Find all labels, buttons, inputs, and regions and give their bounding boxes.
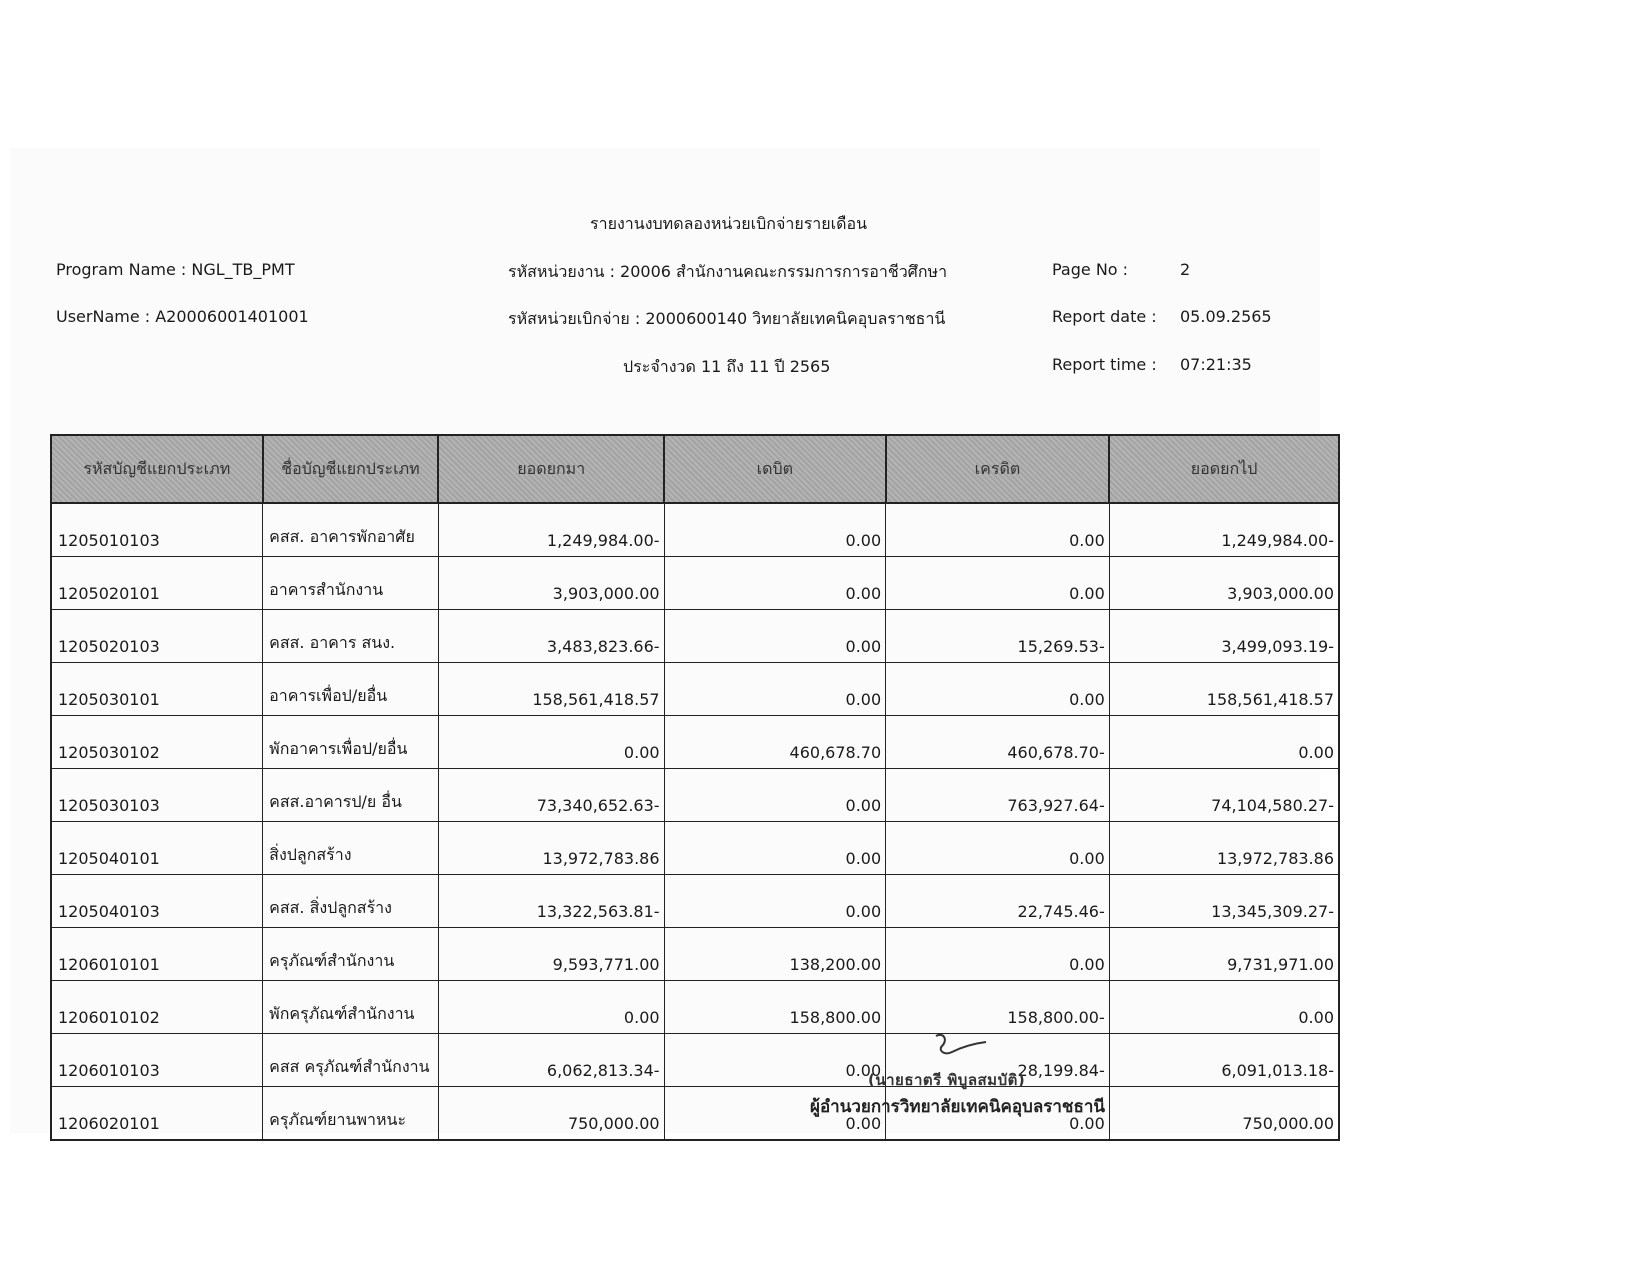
credit-cell: 0.00 [886, 503, 1110, 557]
opening-balance-cell: 6,062,813.34- [438, 1034, 664, 1087]
account-name-cell: คสส. อาคาร สนง. [263, 610, 439, 663]
department-code: รหัสหน่วยงาน : 20006 สำนักงานคณะกรรมการการอาชีวศึกษา [508, 262, 948, 281]
credit-cell: 15,269.53- [886, 610, 1110, 663]
opening-balance-cell: 13,972,783.86 [438, 822, 664, 875]
closing-balance-cell: 750,000.00 [1109, 1087, 1339, 1141]
opening-balance-cell: 3,903,000.00 [438, 557, 664, 610]
page-no-label: Page No : [1052, 260, 1129, 279]
col-header-credit: เครดิต [886, 435, 1110, 503]
account-code-cell: 1205020103 [51, 610, 263, 663]
account-name-cell: คสส. สิ่งปลูกสร้าง [263, 875, 439, 928]
credit-cell: 460,678.70- [886, 716, 1110, 769]
debit-cell: 0.00 [664, 1087, 886, 1141]
closing-balance-cell: 0.00 [1109, 716, 1339, 769]
closing-balance-cell: 13,972,783.86 [1109, 822, 1339, 875]
debit-cell: 158,800.00 [664, 981, 886, 1034]
account-name-cell: พักอาคารเพื่อป/ยอื่น [263, 716, 439, 769]
table-row [51, 610, 1339, 663]
table-row [51, 503, 1339, 557]
table-header-row [51, 435, 1339, 503]
account-name-cell: พักครุภัณฑ์สำนักงาน [263, 981, 439, 1034]
account-name-cell: สิ่งปลูกสร้าง [263, 822, 439, 875]
page-no-value: 2 [1180, 260, 1191, 279]
col-header-account-name: ชื่อบัญชีแยกประเภท [263, 435, 439, 503]
credit-cell: 0.00 [886, 928, 1110, 981]
username: UserName : A20006001401001 [56, 307, 309, 326]
opening-balance-cell: 0.00 [438, 981, 664, 1034]
account-code-cell: 1205030103 [51, 769, 263, 822]
report-date-value: 05.09.2565 [1180, 307, 1272, 326]
debit-cell: 0.00 [664, 503, 886, 557]
table-row [51, 769, 1339, 822]
report-time-label: Report time : [1052, 355, 1157, 374]
credit-cell: 28,199.84- [886, 1034, 1110, 1087]
program-name: Program Name : NGL_TB_PMT [56, 260, 295, 279]
debit-cell: 0.00 [664, 557, 886, 610]
closing-balance-cell: 6,091,013.18- [1109, 1034, 1339, 1087]
account-code-cell: 1206010103 [51, 1034, 263, 1087]
opening-balance-cell: 73,340,652.63- [438, 769, 664, 822]
col-header-closing-balance: ยอดยกไป [1109, 435, 1339, 503]
account-code-cell: 1205030102 [51, 716, 263, 769]
account-code-cell: 1206020101 [51, 1087, 263, 1141]
debit-cell: 0.00 [664, 1034, 886, 1087]
account-name-cell: ครุภัณฑ์สำนักงาน [263, 928, 439, 981]
account-code-cell: 1205030101 [51, 663, 263, 716]
closing-balance-cell: 13,345,309.27- [1109, 875, 1339, 928]
credit-cell: 0.00 [886, 1087, 1110, 1141]
table-row [51, 557, 1339, 610]
closing-balance-cell: 158,561,418.57 [1109, 663, 1339, 716]
signatory-title: ผู้อำนวยการวิทยาลัยเทคนิคอุบลราชธานี [810, 1097, 1106, 1117]
account-code-cell: 1205020101 [51, 557, 263, 610]
opening-balance-cell: 0.00 [438, 716, 664, 769]
report-time-value: 07:21:35 [1180, 355, 1252, 374]
report-date-label: Report date : [1052, 307, 1157, 326]
report-period: ประจำงวด 11 ถึง 11 ปี 2565 [623, 357, 831, 376]
account-name-cell: คสส.อาคารป/ย อื่น [263, 769, 439, 822]
debit-cell: 138,200.00 [664, 928, 886, 981]
account-name-cell: คสส. อาคารพักอาศัย [263, 503, 439, 557]
credit-cell: 22,745.46- [886, 875, 1110, 928]
account-name-cell: คสส ครุภัณฑ์สำนักงาน [263, 1034, 439, 1087]
opening-balance-cell: 158,561,418.57 [438, 663, 664, 716]
credit-cell: 158,800.00- [886, 981, 1110, 1034]
signature-scribble [930, 1030, 990, 1060]
account-code-cell: 1206010101 [51, 928, 263, 981]
table-row [51, 822, 1339, 875]
table-row [51, 981, 1339, 1034]
debit-cell: 0.00 [664, 822, 886, 875]
closing-balance-cell: 0.00 [1109, 981, 1339, 1034]
closing-balance-cell: 1,249,984.00- [1109, 503, 1339, 557]
account-name-cell: อาคารสำนักงาน [263, 557, 439, 610]
table-row [51, 875, 1339, 928]
disbursing-unit-code: รหัสหน่วยเบิกจ่าย : 2000600140 วิทยาลัยเทคนิคอุบลราชธานี [508, 309, 946, 328]
debit-cell: 0.00 [664, 875, 886, 928]
table-row [51, 716, 1339, 769]
opening-balance-cell: 750,000.00 [438, 1087, 664, 1141]
credit-cell: 0.00 [886, 557, 1110, 610]
closing-balance-cell: 9,731,971.00 [1109, 928, 1339, 981]
closing-balance-cell: 3,903,000.00 [1109, 557, 1339, 610]
debit-cell: 0.00 [664, 663, 886, 716]
account-code-cell: 1205040103 [51, 875, 263, 928]
debit-cell: 0.00 [664, 769, 886, 822]
table-row [51, 1034, 1339, 1087]
account-name-cell: อาคารเพื่อป/ยอื่น [263, 663, 439, 716]
account-name-cell: ครุภัณฑ์ยานพาหนะ [263, 1087, 439, 1141]
opening-balance-cell: 13,322,563.81- [438, 875, 664, 928]
opening-balance-cell: 1,249,984.00- [438, 503, 664, 557]
table-row [51, 663, 1339, 716]
debit-cell: 0.00 [664, 610, 886, 663]
opening-balance-cell: 9,593,771.00 [438, 928, 664, 981]
opening-balance-cell: 3,483,823.66- [438, 610, 664, 663]
col-header-opening-balance: ยอดยกมา [438, 435, 664, 503]
account-code-cell: 1205040101 [51, 822, 263, 875]
debit-cell: 460,678.70 [664, 716, 886, 769]
credit-cell: 0.00 [886, 663, 1110, 716]
trial-balance-table [50, 434, 1340, 1141]
credit-cell: 0.00 [886, 822, 1110, 875]
table-row [51, 928, 1339, 981]
account-code-cell: 1205010103 [51, 503, 263, 557]
report-title: รายงานงบทดลองหน่วยเบิกจ่ายรายเดือน [590, 214, 868, 233]
table-row [51, 1087, 1339, 1141]
signatory-name: (นายธาตรี พิบูลสมบัติ) [868, 1071, 1026, 1089]
credit-cell: 763,927.64- [886, 769, 1110, 822]
account-code-cell: 1206010102 [51, 981, 263, 1034]
closing-balance-cell: 74,104,580.27- [1109, 769, 1339, 822]
col-header-debit: เดบิต [664, 435, 886, 503]
closing-balance-cell: 3,499,093.19- [1109, 610, 1339, 663]
col-header-account-code: รหัสบัญชีแยกประเภท [51, 435, 263, 503]
